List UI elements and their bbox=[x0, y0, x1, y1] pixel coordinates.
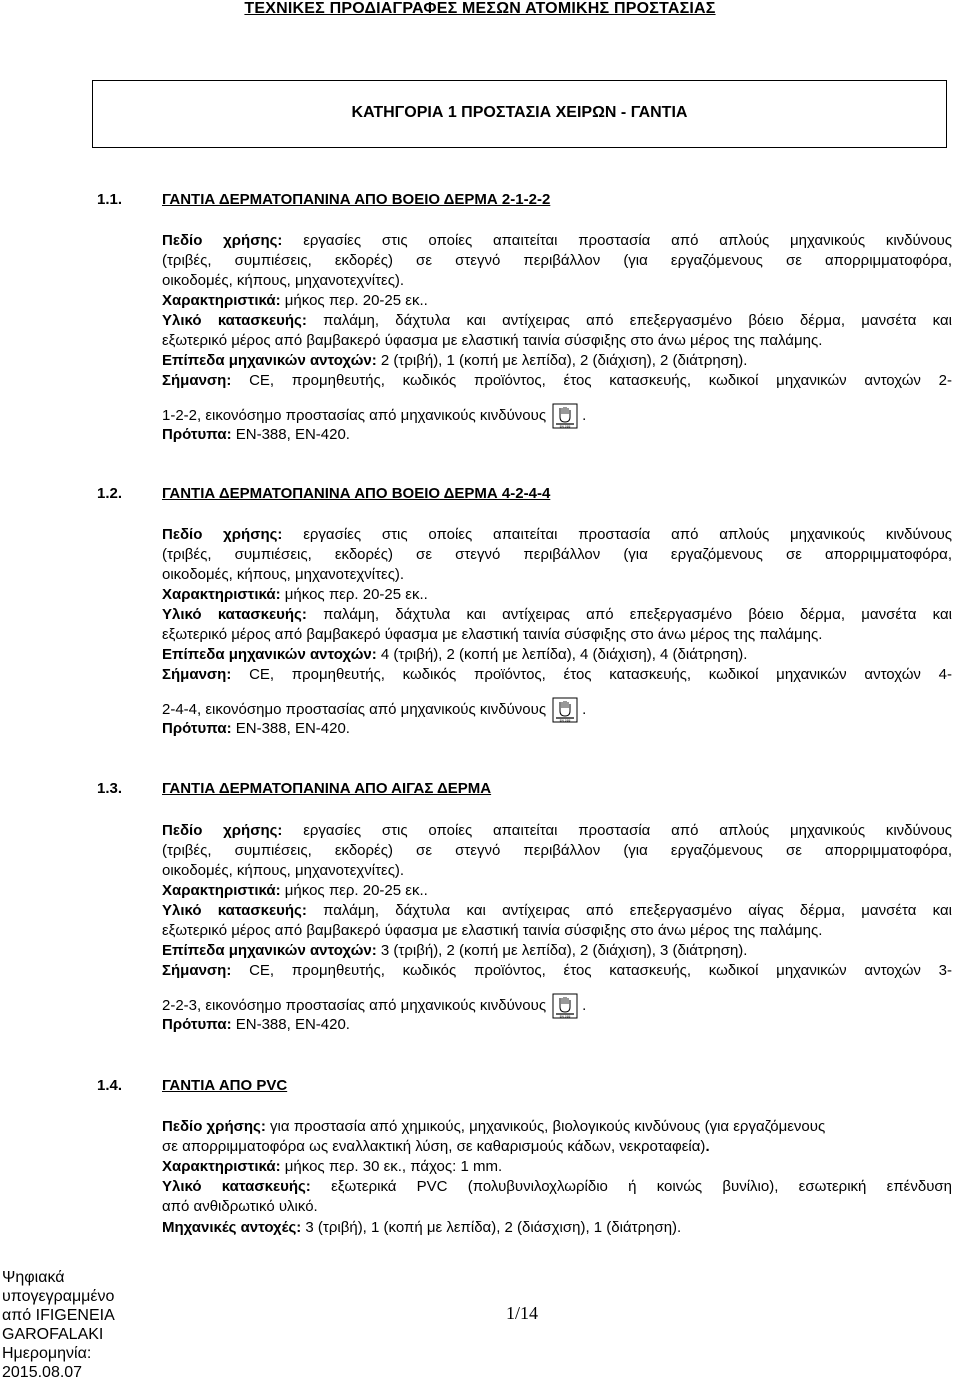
standards-line bbox=[162, 720, 952, 737]
use-line-2: (τριβές, συμπιέσεις, εκδορές) σε στεγνό περιβάλλον (για εργαζόμενους σε απορριμματοφόρα, bbox=[162, 252, 952, 269]
use-text-end: . bbox=[705, 1138, 710, 1155]
signature-line: 2015.08.07 bbox=[2, 1364, 83, 1381]
use-text-cont: σε απορριμματοφόρα ως εναλλακτική λύση, σε καθαρισμούς κάδων, νεκροταφεία) bbox=[162, 1138, 706, 1155]
marking-label: Σήμανση: bbox=[162, 666, 232, 683]
standards-text: EN-388, EN-420. bbox=[235, 720, 350, 737]
section-number: 1.3. bbox=[97, 780, 123, 797]
characteristics-text: μήκος περ. 20-25 εκ.. bbox=[284, 292, 428, 309]
use-line-2 bbox=[162, 1138, 952, 1155]
signature-line: από IFIGENEIA bbox=[2, 1307, 115, 1324]
section-title: ΓΑΝΤΙΑ ΔΕΡΜΑΤΟΠΑΝΙΝΑ ΑΠΟ ΑΙΓΑΣ ΔΕΡΜΑ bbox=[162, 780, 492, 797]
levels-label: Επίπεδα μηχανικών αντοχών: bbox=[162, 352, 377, 369]
signature-line: Ημερομηνία: bbox=[2, 1345, 92, 1362]
use-text: εργασίες στις οποίες απαιτείται προστασία από απλούς μηχανικούς κινδύνους bbox=[303, 232, 953, 249]
use-line-1 bbox=[162, 822, 952, 839]
section-title: ΓΑΝΤΙΑ ΔΕΡΜΑΤΟΠΑΝΙΝΑ ΑΠΟ ΒΟΕΙΟ ΔΕΡΜΑ 4-2-4-4 bbox=[162, 485, 551, 502]
use-line-3: οικοδομές, κήπους, μηχανοτεχνίτες). bbox=[162, 272, 405, 289]
section-number: 1.4. bbox=[97, 1077, 123, 1094]
standards-label: Πρότυπα: bbox=[162, 720, 232, 737]
marking-text-cont: 2-4-4, εικονόσημο προστασίας από μηχανικούς κινδύνους bbox=[162, 700, 547, 718]
material-text: παλάμη, δάχτυλα και αντίχειρας από επεξεργασμένο αίγας δέρμα, μανσέτα και bbox=[323, 902, 952, 919]
characteristics-line bbox=[162, 882, 952, 899]
use-text: εργασίες στις οποίες απαιτείται προστασία από απλούς μηχανικούς κινδύνους bbox=[303, 526, 953, 543]
marking-line-1 bbox=[162, 666, 952, 683]
signature-line: GAROFALAKI bbox=[2, 1326, 104, 1343]
characteristics-line bbox=[162, 586, 952, 603]
section-title: ΓΑΝΤΙΑ ΔΕΡΜΑΤΟΠΑΝΙΝΑ ΑΠΟ ΒΟΕΙΟ ΔΕΡΜΑ 2-1-2-2 bbox=[162, 191, 551, 208]
marking-text-cont: 1-2-2, εικονόσημο προστασίας από μηχανικούς κινδύνους bbox=[162, 406, 547, 424]
material-label: Υλικό κατασκευής: bbox=[162, 902, 307, 919]
use-label: Πεδίο χρήσης: bbox=[162, 232, 283, 249]
use-line-2: (τριβές, συμπιέσεις, εκδορές) σε στεγνό περιβάλλον (για εργαζόμενους σε απορριμματοφόρα, bbox=[162, 546, 952, 563]
section-number: 1.2. bbox=[97, 485, 123, 502]
use-text: για προστασία από χημικούς, μηχανικούς, βιολογικούς κινδύνους (για εργαζόμενους bbox=[270, 1118, 826, 1135]
category-box bbox=[92, 80, 947, 148]
marking-line-1 bbox=[162, 372, 952, 389]
material-line-2: εξωτερικό μέρος από βαμβακερό ύφασμα με ελαστική ταινία σύσφιξης στο άνω μέρος της παλάμης. bbox=[162, 332, 823, 349]
use-text: εργασίες στις οποίες απαιτείται προστασία από απλούς μηχανικούς κινδύνους bbox=[303, 822, 953, 839]
use-line-1 bbox=[162, 1118, 952, 1135]
signature-line: Ψηφιακά bbox=[2, 1269, 65, 1286]
category-title: ΚΑΤΗΓΟΡΙΑ 1 ΠΡΟΣΤΑΣΙΑ ΧΕΙΡΩΝ - ΓΑΝΤΙΑ bbox=[351, 104, 688, 121]
characteristics-label: Χαρακτηριστικά: bbox=[162, 586, 281, 603]
marking-end: . bbox=[582, 700, 587, 718]
marking-end: . bbox=[582, 996, 587, 1014]
standards-line bbox=[162, 426, 952, 443]
marking-text-cont: 2-2-3, εικονόσημο προστασίας από μηχανικούς κινδύνους bbox=[162, 996, 547, 1014]
characteristics-line bbox=[162, 1158, 952, 1175]
standards-label: Πρότυπα: bbox=[162, 1016, 232, 1033]
use-line-1 bbox=[162, 232, 952, 249]
use-label: Πεδίο χρήσης: bbox=[162, 526, 283, 543]
levels-line bbox=[162, 646, 952, 663]
mechanical-resistance-line bbox=[162, 1219, 952, 1236]
material-text: παλάμη, δάχτυλα και αντίχειρας από επεξεργασμένο βόειο δέρμα, μανσέτα και bbox=[323, 312, 953, 329]
standards-line bbox=[162, 1016, 952, 1033]
section-number: 1.1. bbox=[97, 191, 123, 208]
levels-label: Επίπεδα μηχανικών αντοχών: bbox=[162, 942, 377, 959]
levels-label: Επίπεδα μηχανικών αντοχών: bbox=[162, 646, 377, 663]
signature-line: υπογεγραμμένο bbox=[2, 1288, 115, 1305]
standards-label: Πρότυπα: bbox=[162, 426, 232, 443]
material-line-1 bbox=[162, 312, 952, 329]
levels-line bbox=[162, 352, 952, 369]
use-line-3: οικοδομές, κήπους, μηχανοτεχνίτες). bbox=[162, 566, 405, 583]
characteristics-label: Χαρακτηριστικά: bbox=[162, 1158, 281, 1175]
marking-text: CE, προμηθευτής, κωδικός προϊόντος, έτος κατασκευής, κωδικοί μηχανικών αντοχών 2- bbox=[249, 372, 952, 389]
characteristics-label: Χαρακτηριστικά: bbox=[162, 882, 281, 899]
mechanical-resistance-text: 3 (τριβή), 1 (κοπή με λεπίδα), 2 (διάσχιση), 1 (διάτρηση). bbox=[305, 1219, 682, 1236]
use-line-2: (τριβές, συμπιέσεις, εκδορές) σε στεγνό περιβάλλον (για εργαζόμενους σε απορριμματοφόρα, bbox=[162, 842, 952, 859]
mechanical-resistance-label: Μηχανικές αντοχές: bbox=[162, 1219, 302, 1236]
marking-end: . bbox=[582, 406, 587, 424]
use-line-1 bbox=[162, 526, 952, 543]
material-line-2: από ανθιδρωτικό υλικό. bbox=[162, 1198, 318, 1215]
marking-line-1 bbox=[162, 962, 952, 979]
material-label: Υλικό κατασκευής: bbox=[162, 1178, 311, 1195]
characteristics-label: Χαρακτηριστικά: bbox=[162, 292, 281, 309]
marking-label: Σήμανση: bbox=[162, 372, 232, 389]
digital-signature bbox=[2, 1268, 115, 1382]
material-label: Υλικό κατασκευής: bbox=[162, 606, 307, 623]
characteristics-line bbox=[162, 292, 952, 309]
use-label: Πεδίο χρήσης: bbox=[162, 822, 283, 839]
material-line-1 bbox=[162, 606, 952, 623]
material-line-1 bbox=[162, 1178, 952, 1195]
standards-text: EN-388, EN-420. bbox=[235, 426, 350, 443]
marking-text: CE, προμηθευτής, κωδικός προϊόντος, έτος κατασκευής, κωδικοί μηχανικών αντοχών 3- bbox=[249, 962, 952, 979]
material-line-1 bbox=[162, 902, 952, 919]
levels-text: 2 (τριβή), 1 (κοπή με λεπίδα), 2 (διάχιση), 2 (διάτρηση). bbox=[380, 352, 748, 369]
material-text: παλάμη, δάχτυλα και αντίχειρας από επεξεργασμένο βόειο δέρμα, μανσέτα και bbox=[323, 606, 953, 623]
material-line-2: εξωτερικό μέρος από βαμβακερό ύφασμα με ελαστική ταινία σύσφιξης στο άνω μέρος της παλάμης. bbox=[162, 922, 823, 939]
page-number: 1/14 bbox=[506, 1303, 539, 1323]
levels-text: 3 (τριβή), 2 (κοπή με λεπίδα), 2 (διάχιση), 3 (διάτρηση). bbox=[380, 942, 748, 959]
standards-text: EN-388, EN-420. bbox=[235, 1016, 350, 1033]
marking-label: Σήμανση: bbox=[162, 962, 232, 979]
use-line-3: οικοδομές, κήπους, μηχανοτεχνίτες). bbox=[162, 862, 405, 879]
characteristics-text: μήκος περ. 20-25 εκ.. bbox=[284, 586, 428, 603]
characteristics-text: μήκος περ. 20-25 εκ.. bbox=[284, 882, 428, 899]
levels-text: 4 (τριβή), 2 (κοπή με λεπίδα), 4 (διάχιση), 4 (διάτρηση). bbox=[380, 646, 748, 663]
material-text: εξωτερικά PVC (πολυβυνιλοχλωρίδιο ή κοινώς βυνίλιο), εσωτερική επένδυση bbox=[331, 1178, 953, 1195]
characteristics-text: μήκος περ. 30 εκ., πάχος: 1 mm. bbox=[284, 1158, 503, 1175]
document-title: ΤΕΧΝΙΚΕΣ ΠΡΟΔΙΑΓΡΑΦΕΣ ΜΕΣΩΝ ΑΤΟΜΙΚΗΣ ΠΡΟΣΤΑΣΙΑΣ bbox=[244, 0, 716, 17]
section-title: ΓΑΝΤΙΑ ΑΠΟ PVC bbox=[162, 1077, 288, 1094]
use-label: Πεδίο χρήσης: bbox=[162, 1118, 266, 1135]
material-label: Υλικό κατασκευής: bbox=[162, 312, 307, 329]
marking-text: CE, προμηθευτής, κωδικός προϊόντος, έτος κατασκευής, κωδικοί μηχανικών αντοχών 4- bbox=[249, 666, 952, 683]
material-line-2: εξωτερικό μέρος από βαμβακερό ύφασμα με ελαστική ταινία σύσφιξης στο άνω μέρος της παλάμης. bbox=[162, 626, 823, 643]
levels-line bbox=[162, 942, 952, 959]
